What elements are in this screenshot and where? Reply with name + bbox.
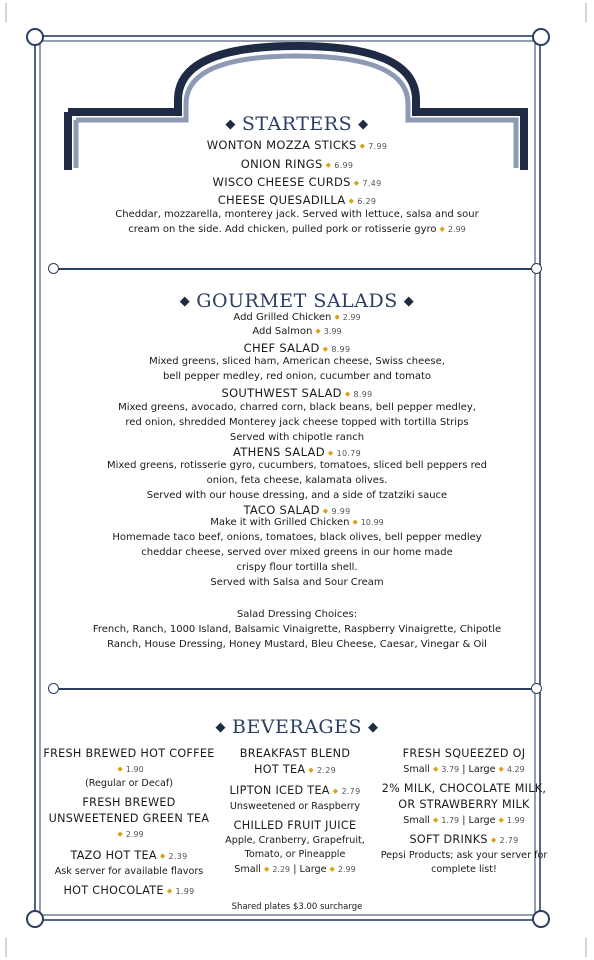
salad-description: Mixed greens, sliced ham, American cheese, Swiss cheese, bell pepper medley, red onion, cucumber and tomato	[149, 356, 445, 382]
divider-dot	[531, 263, 542, 274]
salads-title: GOURMET SALADS	[196, 290, 398, 312]
beverages-heading	[40, 716, 554, 738]
starters-heading	[40, 113, 554, 135]
starters-title: STARTERS	[241, 113, 353, 135]
diamond-icon: ◆	[358, 117, 369, 132]
diamond-icon: ◆	[403, 294, 415, 309]
beverage-column-3: FRESH SQUEEZED OJ Small◆ 3.79 | Large◆ 4.29 2% MILK, CHOCOLATE MILK, OR STRAWBERRY MILK Small◆ 1.79 | Large◆ 1.99 SOFT DRINKS◆ 2.79 Pepsi Products; ask your server for complete list!	[376, 746, 552, 877]
divider-dot	[48, 683, 59, 694]
starter-item: ONION RINGS◆ 6.99	[40, 155, 554, 175]
salads-heading	[40, 290, 554, 312]
starter-item: WONTON MOZZA STICKS◆ 7.99	[40, 136, 554, 156]
diamond-icon: ◆	[215, 720, 226, 735]
salad-description: Mixed greens, rotisserie gyro, cucumbers, tomatoes, sliced bell peppers red onion, feta cheese, kalamata olives. Served with our house dressing, and a side of tzatziki sauce	[107, 460, 487, 501]
footer-note: Shared plates $3.00 surcharge	[231, 902, 363, 912]
beverage-column-2: BREAKFAST BLEND HOT TEA◆ 2.29 LIPTON ICED TEA◆ 2.79 Unsweetened or Raspberry CHILLED FRUIT JUICE Apple, Cranberry, Grapefruit, Tomato, or Pineapple Small◆ 2.29 | Large◆ 2.99	[212, 746, 378, 877]
divider-dot	[48, 263, 59, 274]
diamond-icon: ◆	[179, 294, 191, 309]
salad-item: ATHENS SALAD◆ 10.79	[40, 443, 554, 463]
salad-description: Mixed greens, avocado, charred corn, black beans, bell pepper medley, red onion, shredded Monterey jack cheese topped with tortilla Strips Served with chipotle ranch	[118, 402, 476, 443]
section-divider	[55, 688, 537, 690]
divider-dot	[531, 683, 542, 694]
dressing-choices: Salad Dressing Choices: French, Ranch, 1000 Island, Balsamic Vinaigrette, Raspberry Vinaigrette, Chipotle Ranch, House Dressing, Honey Mustard, Bleu Cheese, Caesar, Vinegar & Oil	[92, 609, 502, 650]
add-chicken: Add Grilled Chicken◆ 2.99	[40, 310, 554, 325]
beverage-column-1: FRESH BREWED HOT COFFEE ◆ 1.90 (Regular or Decaf) FRESH BREWED UNSWEETENED GREEN TEA ◆ 2.99 TAZO HOT TEA◆ 2.39 Ask server for available flavors HOT CHOCOLATE◆ 1.99	[40, 746, 218, 900]
starter-item: WISCO CHEESE CURDS◆ 7.49	[40, 173, 554, 193]
section-divider	[55, 268, 537, 270]
diamond-icon: ◆	[368, 720, 379, 735]
salad-item: CHEF SALAD◆ 8.99	[40, 339, 554, 359]
beverages-title: BEVERAGES	[231, 716, 362, 738]
diamond-icon: ◆	[225, 117, 236, 132]
salad-item: SOUTHWEST SALAD◆ 8.99	[40, 384, 554, 404]
quesadilla-description: Cheddar, mozzarella, monterey jack. Served with lettuce, salsa and sour cream on the side. Add chicken, pulled pork or rotisserie gyro◆ 2.99	[40, 207, 554, 237]
starter-item: CHEESE QUESADILLA◆ 6.29	[40, 191, 554, 211]
add-salmon: Add Salmon◆ 3.99	[40, 324, 554, 339]
salad-item: TACO SALAD◆ 9.99	[40, 501, 554, 521]
salad-description: Make it with Grilled Chicken◆ 10.99 Homemade taco beef, onions, tomatoes, black olives, bell pepper medley cheddar cheese, served over mixed greens in our home made crispy flour tortilla shell. Served with Salsa and Sour Cream	[40, 515, 554, 590]
